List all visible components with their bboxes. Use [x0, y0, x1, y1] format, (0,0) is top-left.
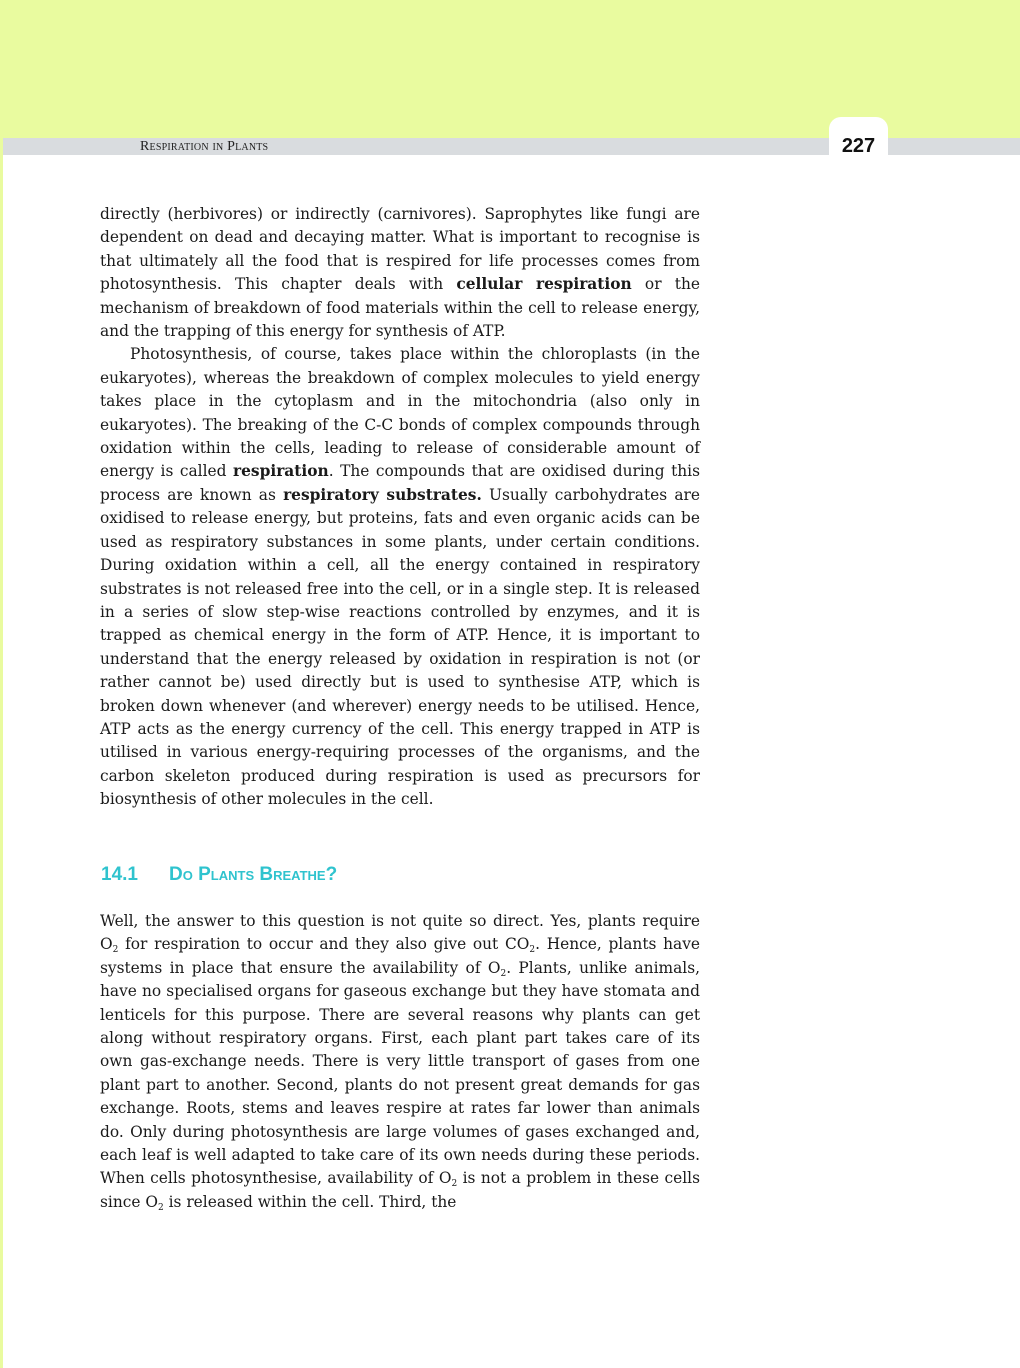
text-span: . The compounds that are oxidised during this process are known as — [100, 462, 700, 504]
text-span: . Hence, plants have systems in place that ensure the availability of — [100, 935, 700, 977]
text-span: is not a problem in these cells since — [100, 1169, 701, 1211]
left-edge-strip — [0, 0, 3, 1368]
text-span: . Plants, unlike animals, have no specialised organs for gaseous exchange but they have stomata and lenticels for this purpose. There are several reasons why plants can get along without respiratory organs. First, each plant part takes care of its own gas-exchange needs. There is very little transport of gases from one plant part to another. Second, plants do not present great demands for gas exchange. Roots, stems and leaves respire at rates far lower than animals do. Only during photosynthesis are large volumes of gases exchanged and, each leaf is well adapted to take care of its own needs during these periods. When cells photosynthesise, availability of — [100, 958, 700, 1188]
subscript-2: 2 — [112, 945, 119, 956]
section-heading — [101, 864, 337, 886]
subscript-2: 2 — [500, 968, 507, 979]
chem-o2: O — [100, 935, 113, 954]
text-span: Photosynthesis, of course, takes place within the chloroplasts (in the eukaryotes), whereas the breakdown of complex molecules to yield energy takes place in the cytoplasm and in the mitochondria (also only in eukaryotes). The breaking of the C-C bonds of complex compounds through oxidation within the cells, leading to release of considerable amount of energy is called — [100, 345, 700, 481]
key-term-respiration: respiration — [233, 462, 329, 481]
chem-o2: O — [145, 1192, 158, 1211]
key-term-respiratory-substrates: respiratory substrates. — [283, 485, 482, 504]
subscript-2: 2 — [529, 945, 536, 956]
paragraph-3 — [100, 910, 700, 1214]
text-span: for respiration to occur and they also give out — [118, 935, 505, 954]
running-title: Respiration in Plants — [140, 139, 269, 154]
text-span: Usually carbohydrates are oxidised to release energy, but proteins, fats and even organic acids can be used as respiratory substances in some plants, under certain conditions. During oxidation within a cell, all the energy contained in respiratory substrates is not released free into the cell, or in a single step. It is released in a series of slow step-wise reactions controlled by enzymes, and it is trapped as chemical energy in the form of ATP. Hence, it is important to understand that the energy released by oxidation in respiration is not (or rather cannot be) used directly but is used to synthesise ATP, which is broken down whenever (and wherever) energy needs to be utilised. Hence, ATP acts as the energy currency of the cell. This energy trapped in ATP is utilised in various energy-requiring processes of the organisms, and the carbon skeleton produced during respiration is used as precursors for biosynthesis of other molecules in the cell. — [100, 485, 700, 809]
text-span: is released within the cell. Third, the — [163, 1192, 457, 1211]
page-number: 227 — [841, 135, 876, 157]
chem-o2: O — [487, 958, 501, 977]
text-span: directly (herbivores) or indirectly (carnivores). Saprophytes like fungi are dependent on dead and decaying matter. What is important to recognise is that ultimately all the food that is respired for life processes comes from photosynthesis. This chapter deals with — [100, 205, 700, 294]
key-term-cellular-respiration: cellular respiration — [456, 275, 632, 294]
section-number: 14.1 — [101, 864, 138, 885]
chem-co2: CO — [504, 935, 530, 954]
chem-o2: O — [438, 1169, 452, 1188]
section-title: Do Plants Breathe? — [169, 864, 338, 885]
paragraph-1 — [100, 203, 700, 343]
subscript-2: 2 — [451, 1179, 458, 1190]
text-span: Well, the answer to this question is not quite so direct. Yes, plants require — [100, 912, 700, 930]
paragraph-2 — [100, 343, 700, 811]
subscript-2: 2 — [157, 1202, 164, 1213]
section-text-block — [100, 910, 700, 1214]
intro-text-block — [100, 203, 700, 812]
text-span: or the mechanism of breakdown of food materials within the cell to release energy, and the trapping of this energy for synthesis of ATP. — [100, 275, 700, 341]
